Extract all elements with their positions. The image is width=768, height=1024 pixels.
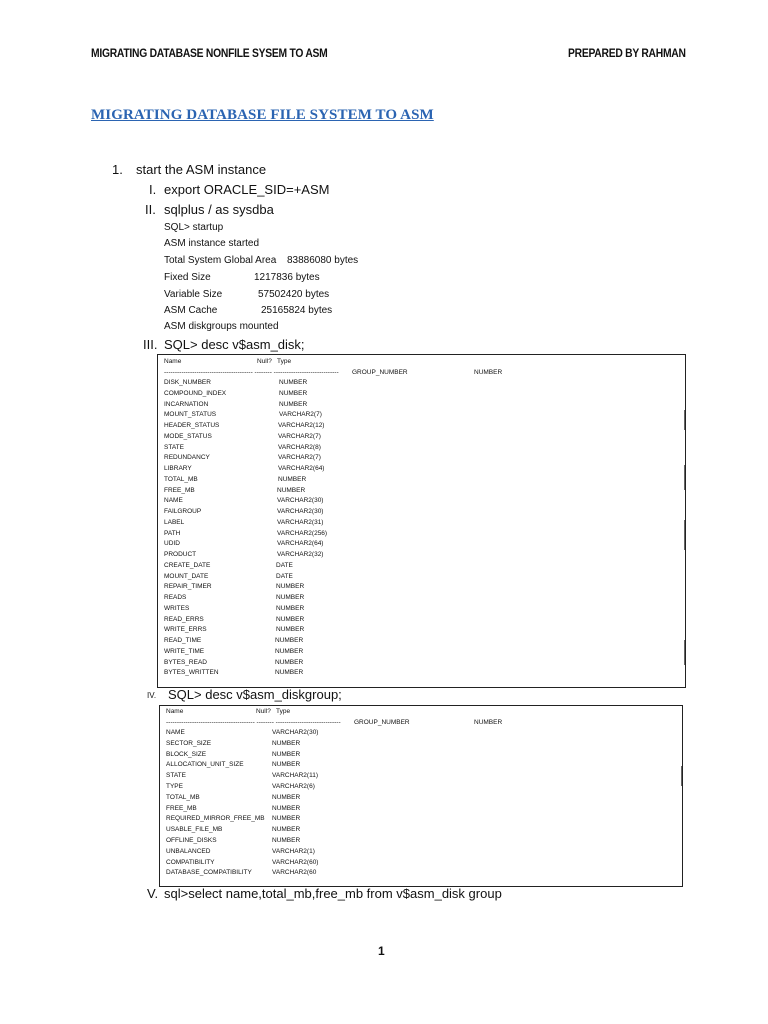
- step-1-text: start the ASM instance: [136, 162, 267, 177]
- startup-key: SQL> startup: [164, 222, 224, 233]
- document-title: MIGRATING DATABASE FILE SYSTEM TO ASM: [91, 107, 434, 123]
- column-type: VARCHAR2(12): [278, 422, 325, 429]
- column-name: READ_TIME: [164, 637, 202, 644]
- column-type: NUMBER: [279, 379, 308, 386]
- column-type: VARCHAR2(7): [278, 432, 321, 440]
- column-name: COMPOUND_INDEX: [164, 389, 227, 397]
- column-name: REDUNDANCY: [164, 454, 210, 462]
- column-name: REPAIR_TIMER: [164, 583, 212, 591]
- startup-key: ASM Cache: [164, 305, 218, 316]
- column-header-name: Name: [166, 708, 184, 715]
- asm-disk-desc-box: [157, 354, 686, 688]
- column-type: NUMBER: [276, 583, 305, 591]
- column-name: WRITES: [164, 604, 190, 612]
- column-name: NAME: [164, 497, 183, 505]
- column-type: NUMBER: [474, 369, 503, 376]
- column-name: COMPATIBILITY: [166, 858, 215, 866]
- column-type: VARCHAR2(64): [278, 465, 325, 472]
- sub-ii-number: II.: [145, 202, 156, 217]
- column-header-null: Null?: [257, 358, 272, 365]
- column-name: DATABASE_COMPATIBILITY: [166, 869, 252, 877]
- column-name: STATE: [166, 772, 186, 780]
- dash-separator: ----------------------------------------- -------- ------------------------------: [164, 369, 339, 376]
- startup-value: 57502420 bytes: [258, 289, 330, 300]
- column-name: MOUNT_DATE: [164, 572, 209, 580]
- column-type: VARCHAR2(8): [278, 443, 321, 451]
- column-name: GROUP_NUMBER: [352, 369, 408, 376]
- column-type: NUMBER: [272, 804, 301, 812]
- startup-line: [164, 305, 333, 316]
- column-type: NUMBER: [272, 739, 301, 747]
- startup-key: Variable Size: [164, 289, 223, 300]
- column-type: VARCHAR2(30): [272, 729, 319, 736]
- startup-key: Total System Global Area: [164, 255, 277, 266]
- column-name: TOTAL_MB: [164, 475, 198, 483]
- column-type: NUMBER: [278, 475, 307, 483]
- startup-key: ASM instance started: [164, 238, 260, 249]
- sub-iv-number: IV.: [147, 691, 157, 700]
- column-name: FAILGROUP: [164, 508, 202, 515]
- border-tick: [681, 766, 682, 786]
- column-name: FREE_MB: [164, 486, 195, 494]
- column-type: NUMBER: [272, 815, 301, 823]
- sub-v-number: V.: [147, 886, 159, 901]
- asm-diskgroup-desc-box: [159, 705, 683, 887]
- startup-key: Fixed Size: [164, 272, 211, 283]
- border-tick: [684, 410, 685, 430]
- column-name: TOTAL_MB: [166, 793, 200, 801]
- column-name: ALLOCATION_UNIT_SIZE: [166, 761, 244, 769]
- column-header-type: Type: [277, 358, 292, 365]
- column-type: VARCHAR2(6): [272, 783, 315, 790]
- column-type: VARCHAR2(64): [277, 540, 324, 548]
- sub-i-text: export ORACLE_SID=+ASM: [164, 182, 330, 197]
- column-name: READ_ERRS: [164, 615, 204, 623]
- column-type: NUMBER: [275, 669, 304, 677]
- column-name: PRODUCT: [164, 551, 197, 558]
- page-number: 1: [378, 944, 385, 958]
- column-header-null: Null?: [256, 708, 271, 715]
- column-name: HEADER_STATUS: [164, 422, 220, 429]
- column-name: DISK_NUMBER: [164, 379, 211, 386]
- column-type: VARCHAR2(60): [272, 858, 319, 866]
- column-name: BYTES_WRITTEN: [164, 669, 219, 677]
- column-name: REQUIRED_MIRROR_FREE_MB: [166, 815, 265, 823]
- column-name: WRITE_TIME: [164, 647, 205, 655]
- startup-value: 25165824 bytes: [261, 305, 333, 316]
- column-name: NAME: [166, 729, 185, 736]
- column-type: NUMBER: [276, 594, 305, 601]
- column-name: WRITE_ERRS: [164, 626, 207, 634]
- column-type: NUMBER: [279, 389, 308, 397]
- column-name: INCARNATION: [164, 400, 209, 408]
- column-type: NUMBER: [276, 604, 305, 612]
- column-header-type: Type: [276, 708, 291, 715]
- column-type: VARCHAR2(1): [272, 847, 315, 855]
- startup-key: ASM diskgroups mounted: [164, 321, 279, 332]
- startup-line: [164, 222, 223, 233]
- column-name: OFFLINE_DISKS: [166, 837, 217, 844]
- startup-line: [164, 321, 279, 332]
- column-name: SECTOR_SIZE: [166, 739, 212, 747]
- sub-iii-text: SQL> desc v$asm_disk;: [164, 337, 305, 352]
- column-type: NUMBER: [474, 719, 503, 726]
- column-type: NUMBER: [276, 626, 305, 634]
- column-type: VARCHAR2(256): [277, 529, 328, 537]
- column-name: READS: [164, 594, 187, 601]
- border-tick: [684, 520, 685, 550]
- sub-ii-text: sqlplus / as sysdba: [164, 202, 274, 217]
- column-name: CREATE_DATE: [164, 561, 211, 569]
- step-1-number: 1.: [112, 162, 123, 177]
- column-type: VARCHAR2(31): [277, 518, 324, 526]
- column-name: BYTES_READ: [164, 658, 207, 666]
- column-name: LABEL: [164, 518, 185, 526]
- column-type: DATE: [276, 572, 293, 580]
- column-type: NUMBER: [272, 793, 301, 801]
- startup-line: [164, 255, 359, 266]
- page-header-left: MIGRATING DATABASE NONFILE SYSEM TO ASM: [91, 46, 328, 60]
- column-type: VARCHAR2(32): [277, 551, 324, 558]
- startup-line: [164, 272, 320, 283]
- column-name: BLOCK_SIZE: [166, 750, 207, 758]
- column-type: NUMBER: [272, 826, 301, 834]
- column-type: VARCHAR2(7): [279, 411, 322, 419]
- dash-separator: ----------------------------------------- -------- ------------------------------: [166, 719, 341, 726]
- column-name: STATE: [164, 443, 184, 451]
- column-type: NUMBER: [276, 615, 305, 623]
- column-name: PATH: [164, 529, 181, 537]
- sub-i-number: I.: [149, 182, 157, 197]
- page-header-right: PREPARED BY RAHMAN: [568, 46, 686, 60]
- column-header-name: Name: [164, 358, 182, 365]
- sub-iv-text: SQL> desc v$asm_diskgroup;: [168, 687, 342, 702]
- column-name: USABLE_FILE_MB: [166, 826, 223, 834]
- startup-line: [164, 289, 330, 300]
- startup-value: 1217836 bytes: [254, 272, 320, 283]
- column-name: GROUP_NUMBER: [354, 719, 410, 726]
- border-tick: [684, 465, 685, 490]
- column-type: NUMBER: [277, 486, 306, 494]
- column-type: DATE: [276, 561, 293, 569]
- column-name: MODE_STATUS: [164, 432, 212, 440]
- startup-value: 83886080 bytes: [287, 255, 359, 266]
- column-name: FREE_MB: [166, 804, 197, 812]
- column-type: NUMBER: [272, 761, 301, 769]
- column-name: TYPE: [166, 783, 183, 790]
- column-type: NUMBER: [275, 637, 304, 644]
- column-name: MOUNT_STATUS: [164, 411, 217, 419]
- column-type: NUMBER: [272, 750, 301, 758]
- column-type: NUMBER: [272, 837, 301, 844]
- column-type: VARCHAR2(30): [277, 497, 324, 505]
- sub-iii-number: III.: [143, 337, 158, 352]
- column-type: VARCHAR2(7): [278, 454, 321, 462]
- column-type: NUMBER: [275, 658, 304, 666]
- column-type: NUMBER: [275, 647, 304, 655]
- column-name: LIBRARY: [164, 465, 192, 472]
- column-name: UNBALANCED: [166, 847, 211, 855]
- column-name: UDID: [164, 540, 180, 548]
- startup-line: [164, 238, 259, 249]
- column-type: NUMBER: [279, 400, 308, 408]
- column-type: VARCHAR2(60: [272, 869, 317, 877]
- border-tick: [684, 640, 685, 665]
- column-type: VARCHAR2(30): [277, 508, 324, 515]
- sub-v-text: sql>select name,total_mb,free_mb from v$asm_disk group: [164, 886, 502, 901]
- column-type: VARCHAR2(11): [272, 772, 318, 780]
